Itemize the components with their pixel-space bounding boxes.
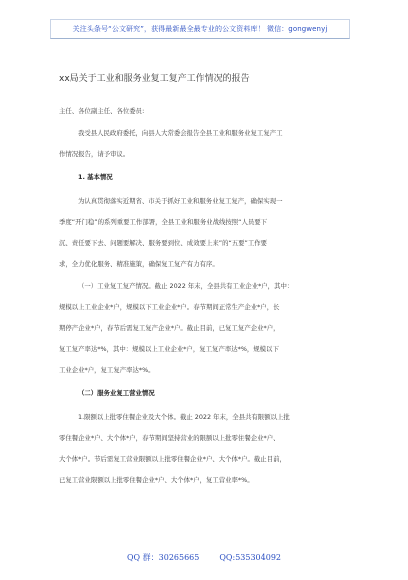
document-title: xx局关于工业和服务业复工复产工作情况的报告 xyxy=(59,74,250,84)
top-banner xyxy=(50,19,350,39)
paragraph-line: 沉、责任要下去、问题要解决、服务要到位、成效要上来”的“五要”工作要 xyxy=(59,239,268,247)
paragraph-line: 大个体*户。节后需复工营业限额以上批零住餐企业*户、大个体*户。截止目前， xyxy=(59,455,286,463)
paragraph-line: 已复工营业限额以上批零住餐企业*户、大个体*户，复工营业率*%。 xyxy=(59,476,254,484)
paragraph-line: 零住餐企业*户、大个体*户，春节期间坚持营业的限额以上批零住餐企业*户、 xyxy=(59,434,280,442)
paragraph-line: 作情况报告，请予审议。 xyxy=(59,150,130,158)
section-heading: 1. 基本情况 xyxy=(78,173,113,181)
paragraph-line: 为认真贯彻落实近期省、市关于抓好工业和服务业复工复产，确保实现一 xyxy=(78,197,283,205)
paragraph-line: 工业企业*户，复工复产率达*%。 xyxy=(59,366,155,374)
banner-text: 关注头条号“公文研究”，获得最新最全最专业的公文资料库！ 微信：gongwenyj xyxy=(72,25,328,33)
paragraph-line: 我受县人民政府委托，向县人大常委会报告全县工业和服务业复工复产工 xyxy=(78,129,283,137)
paragraph-line: 期停产企业*户，春节后需复工复产企业*户。截止目前，已复工复产企业*户， xyxy=(59,324,280,332)
paragraph-line: 复工复产率达*%，其中：规模以上工业企业*户，复工复产率达*%，规模以下 xyxy=(59,345,279,353)
paragraph-line: 规模以上工业企业*户，规模以下工业企业*户。春节期间正常生产企业*户，长 xyxy=(59,303,280,311)
paragraph-line: 季度“开门稳”的系列重要工作部署，全县工业和服务业战线按照“人员要下 xyxy=(59,218,268,226)
qq-group-text: QQ 群：30265665 xyxy=(126,553,200,562)
section-heading: （二）服务业复工营业情况 xyxy=(78,389,155,397)
salutation: 主任、各位副主任、各位委员: xyxy=(59,107,145,115)
footer xyxy=(0,552,408,563)
qq-text: QQ:535304092 xyxy=(219,553,281,562)
paragraph-line: 求，全力优化服务、精准施策，确保复工复产有力有序。 xyxy=(59,260,219,268)
paragraph-line: 1.限额以上批零住餐企业及大个体。截止 2022 年末，全县共有限额以上批 xyxy=(78,413,290,421)
paragraph-line: （一）工业复工复产情况。截止 2022 年末，全县共有工业企业*户，其中： xyxy=(78,282,294,290)
